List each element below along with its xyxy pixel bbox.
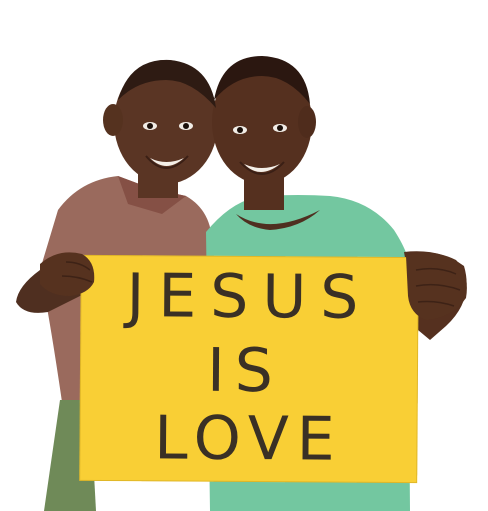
- sign-line-3: LOVE: [154, 403, 343, 475]
- sign-line-2: IS: [206, 335, 284, 407]
- sign-line-1: JESUS: [126, 261, 373, 333]
- handwritten-sign: [79, 255, 419, 483]
